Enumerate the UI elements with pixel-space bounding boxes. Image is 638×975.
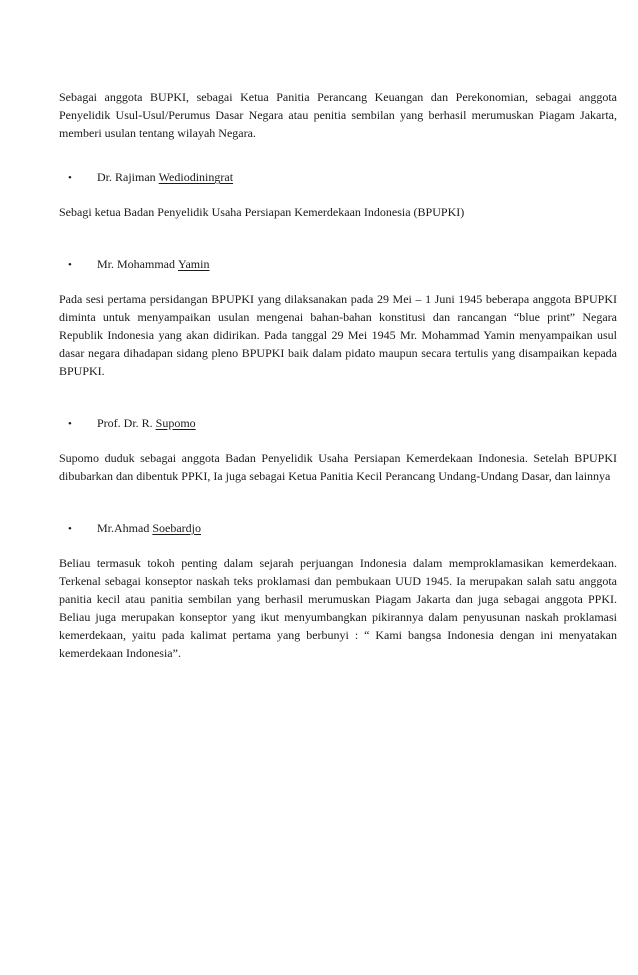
bullet-icon: •: [68, 259, 72, 271]
paragraph-rajiman: Sebagi ketua Badan Penyelidik Usaha Persiapan Kemerdekaan Indonesia (BPUPKI): [59, 205, 465, 219]
bullet-prefix: Prof. Dr. R.: [97, 416, 156, 430]
paragraph-bupki-member: Sebagai anggota BUPKI, sebagai Ketua Panitia Perancang Keuangan dan Perekonomian, sebagai anggota Penyelidik Usul-Usul/Perumus Dasar Negara atau penitia sembilan yang berhasil merumuskan Piagam Jakarta, memberi usulan tentang wilayah Negara.: [59, 90, 617, 140]
bullet-prefix: Mr.Ahmad: [97, 521, 153, 535]
paragraph-supomo: Supomo duduk sebagai anggota Badan Penyelidik Usaha Persiapan Kemerdekaan Indonesia. Setelah BPUPKI dibubarkan dan dibentuk PPKI, Ia juga sebagai Ketua Panitia Kecil Perancang Undang-Undang Dasar, dan lainnya: [59, 451, 617, 483]
bullet-item-yamin: [59, 255, 617, 274]
bullet-icon: •: [68, 172, 72, 184]
bullet-item-rajiman: [59, 168, 617, 187]
bullet-item-supomo: [59, 414, 617, 433]
paragraph-yamin: Pada sesi pertama persidangan BPUPKI yang dilaksanakan pada 29 Mei – 1 Juni 1945 beberapa anggota BPUPKI diminta untuk menyampaikan usulan mengenai bahan-bahan konstitusi dan rancangan “blue print” Negara Republik Indonesia yang akan didirikan. Pada tanggal 29 Mei 1945 Mr. Mohammad Yamin menyampaikan usul dasar negara dihadapan sidang pleno BPUPKI baik dalam pidato maupun secara tertulis yang disampaikan kepada BPUPKI.: [59, 292, 617, 378]
bullet-icon: •: [68, 418, 72, 430]
bullet-icon: •: [68, 523, 72, 535]
bullet-prefix: Mr. Mohammad: [97, 257, 178, 271]
bullet-prefix: Dr. Rajiman: [97, 170, 159, 184]
bullet-name: Soebardjo: [152, 521, 201, 535]
bullet-name: Yamin: [178, 257, 210, 271]
paragraph-soebardjo: Beliau termasuk tokoh penting dalam sejarah perjuangan Indonesia dalam memproklamasikan kemerdekaan. Terkenal sebagai konseptor naskah teks proklamasi dan pembukaan UUD 1945. Ia merupakan salah satu anggota panitia kecil atau panitia sembilan yang berhasil merumuskan Piagam Jakarta dan juga sebagai anggota PPKI. Beliau juga merupakan konseptor yang ikut menyumbangkan pikirannya dalam penyusunan naskah proklamasi kemerdekaan, yaitu pada kalimat pertama yang berbunyi : “ Kami bangsa Indonesia dengan ini menyatakan kemerdekaan Indonesia”.: [59, 556, 617, 660]
bullet-name: Supomo: [155, 416, 196, 430]
bullet-item-soebardjo: [59, 519, 617, 538]
document-page: [59, 88, 617, 662]
bullet-name: Wediodiningrat: [158, 170, 234, 184]
